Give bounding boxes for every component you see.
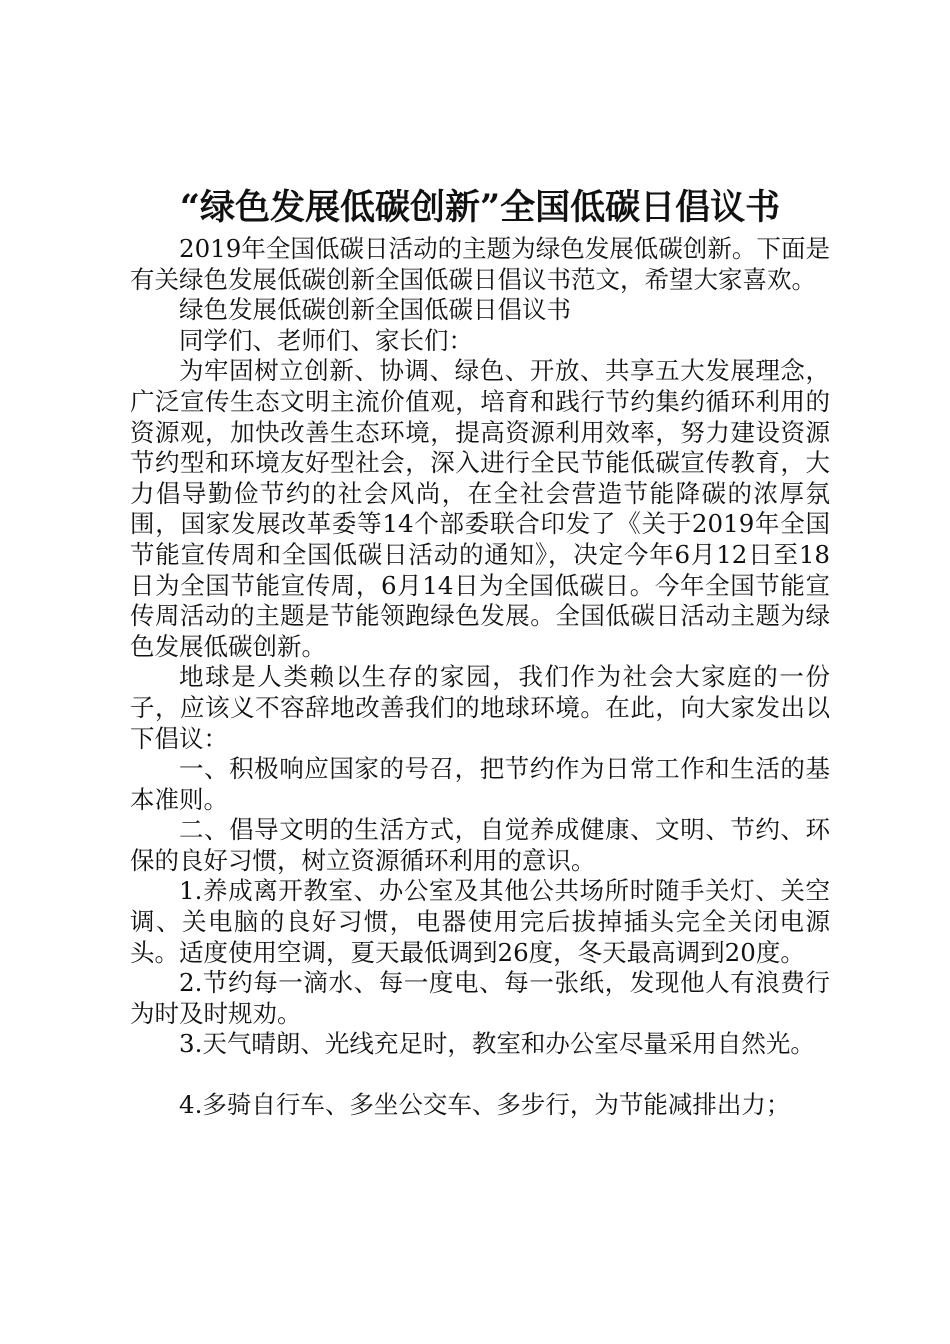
background-paragraph: 为牢固树立创新、协调、绿色、开放、共享五大发展理念，广泛宣传生态文明主流价值观，培育和践行节约集约循环利用的资源观，加快改善生态环境，提高资源利用效率，努力建设资源节约型和环境友好型社会，深入进行全民节能低碳宣传教育，大力倡导勤俭节约的社会风尚，在全社会营造节能降碳的浓厚氛围，国家发展改革委等14个部委联合印发了《关于2019年全国节能宣传周和全国低碳日活动的通知》，决定今年6月12日至18日为全国节能宣传周，6月14日为全国低碳日。今年全国节能宣传周活动的主题是节能领跑绿色发展。全国低碳日活动主题为绿色发展低碳创新。 bbox=[130, 356, 830, 661]
proposal-item-1: 一、积极响应国家的号召，把节约作为日常工作和生活的基本准则。 bbox=[130, 754, 830, 814]
sub-item-3: 3.天气晴朗、光线充足时，教室和办公室尽量采用自然光。 bbox=[179, 1029, 815, 1059]
document-body bbox=[130, 234, 830, 1121]
appeal-paragraph: 地球是人类赖以生存的家园，我们作为社会大家庭的一份子，应该义不容辞地改善我们的地球环境。在此，向大家发出以下倡议： bbox=[130, 662, 830, 753]
proposal-item-2: 二、倡导文明的生活方式，自觉养成健康、文明、节约、环保的良好习惯，树立资源循环利用的意识。 bbox=[130, 815, 830, 875]
sub-item-1: 1.养成离开教室、办公室及其他公共场所时随手关灯、关空调、关电脑的良好习惯，电器使用完后拔掉插头完全关闭电源头。适度使用空调，夏天最低调到26度，冬天最高调到20度。 bbox=[130, 876, 830, 967]
intro-paragraph: 2019年全国低碳日活动的主题为绿色发展低碳创新。下面是有关绿色发展低碳创新全国低碳日倡议书范文，希望大家喜欢。 bbox=[130, 234, 830, 294]
salutation: 同学们、老师们、家长们： bbox=[179, 325, 473, 355]
sub-item-4: 4.多骑自行车、多坐公交车、多步行，为节能减排出力； bbox=[179, 1090, 791, 1120]
document-title: “绿色发展低碳创新”全国低碳日倡议书 bbox=[179, 187, 781, 228]
sub-item-2: 2.节约每一滴水、每一度电、每一张纸，发现他人有浪费行为时及时规劝。 bbox=[130, 968, 830, 1028]
subtitle-line: 绿色发展低碳创新全国低碳日倡议书 bbox=[179, 295, 571, 325]
